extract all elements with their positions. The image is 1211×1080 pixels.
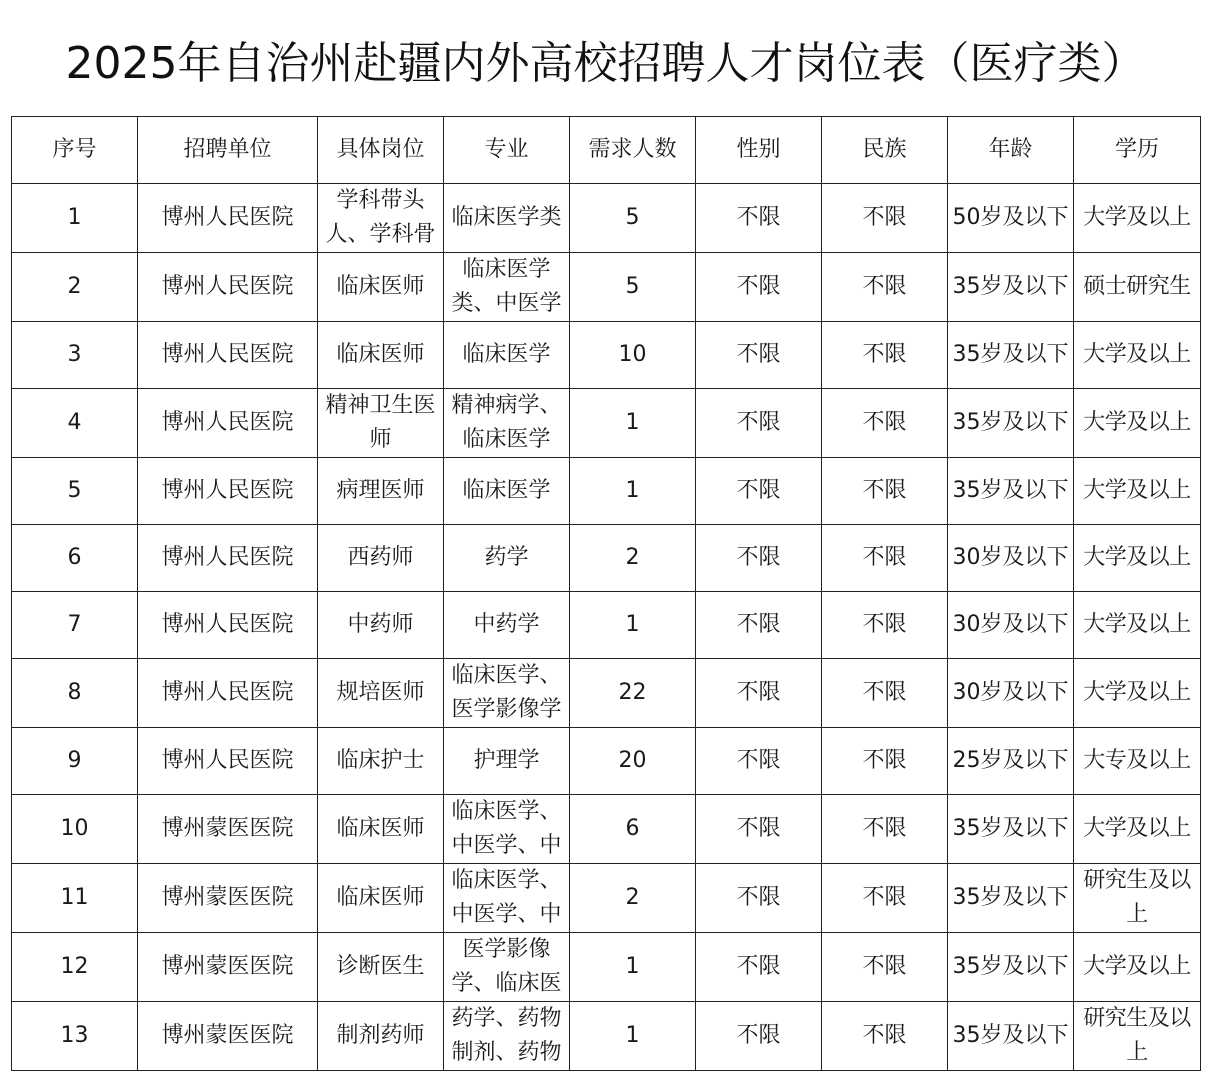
cell-major (444, 322, 570, 389)
cell-ethnicity-text: 不限 (862, 205, 907, 230)
cell-position (318, 795, 444, 864)
cell-education (1074, 933, 1201, 1002)
cell-index-text: 8 (67, 680, 82, 705)
cell-unit (138, 728, 318, 795)
cell-age (948, 525, 1074, 592)
cell-age (948, 864, 1074, 933)
cell-major-text: 护理学 (473, 748, 540, 773)
cell-unit-text: 博州人民医院 (161, 274, 294, 299)
cell-count (570, 1002, 696, 1071)
cell-age (948, 1002, 1074, 1071)
cell-age-text: 30岁及以下 (952, 680, 1069, 705)
cell-count-text: 1 (625, 410, 640, 435)
cell-gender-text: 不限 (736, 1023, 781, 1048)
cell-position-text: 临床医师 (336, 885, 425, 910)
cell-unit (138, 389, 318, 458)
cell-ethnicity (822, 728, 948, 795)
cell-count-text: 10 (618, 342, 647, 367)
cell-position-text: 规培医师 (336, 680, 425, 705)
cell-unit (138, 525, 318, 592)
cell-position (318, 1002, 444, 1071)
cell-count (570, 933, 696, 1002)
cell-position-text: 精神卫生医师 (325, 393, 436, 452)
cell-count (570, 184, 696, 253)
cell-education-text: 大学及以上 (1083, 680, 1191, 705)
cell-index (12, 933, 138, 1002)
cell-count-text: 1 (625, 612, 640, 637)
cell-education (1074, 864, 1201, 933)
cell-major-text: 临床医学类 (451, 205, 562, 230)
cell-gender-text: 不限 (736, 342, 781, 367)
cell-count-text: 6 (625, 816, 640, 841)
cell-position-text: 西药师 (347, 545, 414, 570)
cell-gender-text: 不限 (736, 274, 781, 299)
cell-age (948, 795, 1074, 864)
cell-position-text: 临床护士 (336, 748, 425, 773)
cell-education-text: 研究生及以上 (1083, 868, 1191, 927)
cell-unit (138, 184, 318, 253)
cell-age-text: 35岁及以下 (952, 342, 1069, 367)
table-row (12, 864, 1201, 933)
cell-education-text: 大学及以上 (1083, 205, 1191, 230)
cell-index-text: 3 (67, 342, 82, 367)
cell-count (570, 525, 696, 592)
cell-major-text: 精神病学、临床医学 (451, 393, 562, 452)
cell-index (12, 864, 138, 933)
cell-education-text: 大专及以上 (1083, 748, 1191, 773)
cell-index-text: 1 (67, 205, 82, 230)
cell-gender (696, 253, 822, 322)
cell-education-text: 大学及以上 (1083, 478, 1191, 503)
table-row (12, 592, 1201, 659)
cell-gender (696, 322, 822, 389)
table-row (12, 253, 1201, 322)
cell-gender (696, 659, 822, 728)
cell-age (948, 458, 1074, 525)
cell-age-text: 30岁及以下 (952, 545, 1069, 570)
cell-unit (138, 864, 318, 933)
cell-index (12, 322, 138, 389)
table-row (12, 184, 1201, 253)
cell-age-text: 25岁及以下 (952, 748, 1069, 773)
cell-count-text: 1 (625, 954, 640, 979)
cell-position (318, 322, 444, 389)
cell-age (948, 933, 1074, 1002)
cell-ethnicity (822, 592, 948, 659)
cell-education (1074, 184, 1201, 253)
cell-major-text: 药学 (484, 545, 529, 570)
cell-education (1074, 1002, 1201, 1071)
cell-index-text: 10 (60, 816, 89, 841)
cell-education (1074, 389, 1201, 458)
cell-index (12, 795, 138, 864)
cell-gender-text: 不限 (736, 680, 781, 705)
cell-gender-text: 不限 (736, 748, 781, 773)
cell-unit (138, 1002, 318, 1071)
cell-gender (696, 458, 822, 525)
cell-education (1074, 659, 1201, 728)
cell-unit-text: 博州蒙医医院 (161, 885, 294, 910)
table-header-row (12, 117, 1201, 184)
cell-major-text: 药学、药物制剂、药物 (451, 1006, 562, 1065)
cell-major-text: 中药学 (473, 612, 540, 637)
cell-age (948, 728, 1074, 795)
cell-major (444, 659, 570, 728)
positions-table (11, 116, 1201, 1071)
cell-age (948, 389, 1074, 458)
cell-ethnicity (822, 184, 948, 253)
cell-ethnicity (822, 659, 948, 728)
header-cell: 性别 (696, 117, 822, 184)
cell-gender (696, 795, 822, 864)
table-row (12, 322, 1201, 389)
cell-unit-text: 博州人民医院 (161, 342, 294, 367)
cell-position (318, 659, 444, 728)
table-row (12, 1002, 1201, 1071)
cell-position (318, 184, 444, 253)
cell-position-text: 临床医师 (336, 274, 425, 299)
cell-age-text: 35岁及以下 (952, 816, 1069, 841)
cell-ethnicity (822, 933, 948, 1002)
cell-index (12, 525, 138, 592)
cell-count-text: 22 (618, 680, 647, 705)
cell-unit-text: 博州人民医院 (161, 545, 294, 570)
cell-education (1074, 253, 1201, 322)
cell-position (318, 728, 444, 795)
cell-age (948, 184, 1074, 253)
cell-education (1074, 728, 1201, 795)
cell-education-text: 大学及以上 (1083, 342, 1191, 367)
header-cell: 专业 (444, 117, 570, 184)
cell-index-text: 9 (67, 748, 82, 773)
cell-count (570, 253, 696, 322)
cell-ethnicity (822, 253, 948, 322)
cell-ethnicity-text: 不限 (862, 1023, 907, 1048)
cell-major (444, 458, 570, 525)
cell-ethnicity-text: 不限 (862, 274, 907, 299)
cell-age-text: 30岁及以下 (952, 612, 1069, 637)
cell-unit-text: 博州蒙医医院 (161, 954, 294, 979)
cell-position-text: 临床医师 (336, 342, 425, 367)
cell-major-text: 临床医学 (462, 478, 551, 503)
cell-major (444, 592, 570, 659)
cell-gender-text: 不限 (736, 545, 781, 570)
cell-count-text: 20 (618, 748, 647, 773)
cell-major-text: 临床医学 (462, 342, 551, 367)
cell-gender-text: 不限 (736, 410, 781, 435)
cell-major (444, 1002, 570, 1071)
cell-count (570, 728, 696, 795)
cell-unit (138, 795, 318, 864)
cell-count (570, 795, 696, 864)
table-row (12, 795, 1201, 864)
table-row (12, 458, 1201, 525)
cell-major-text: 临床医学、中医学、中 (451, 868, 562, 927)
cell-age-text: 35岁及以下 (952, 885, 1069, 910)
cell-unit-text: 博州人民医院 (161, 680, 294, 705)
cell-ethnicity-text: 不限 (862, 748, 907, 773)
cell-unit (138, 933, 318, 1002)
cell-position (318, 592, 444, 659)
cell-ethnicity (822, 389, 948, 458)
table-row (12, 525, 1201, 592)
cell-education (1074, 592, 1201, 659)
cell-education-text: 大学及以上 (1083, 954, 1191, 979)
header-cell: 民族 (822, 117, 948, 184)
cell-major (444, 184, 570, 253)
cell-position-text: 中药师 (347, 612, 414, 637)
cell-age-text: 35岁及以下 (952, 274, 1069, 299)
cell-education (1074, 525, 1201, 592)
cell-unit-text: 博州人民医院 (161, 478, 294, 503)
header-cell: 年龄 (948, 117, 1074, 184)
cell-index-text: 12 (60, 954, 89, 979)
cell-index-text: 11 (60, 885, 89, 910)
cell-education-text: 大学及以上 (1083, 410, 1191, 435)
cell-unit (138, 322, 318, 389)
cell-index (12, 1002, 138, 1071)
table-row (12, 389, 1201, 458)
cell-age-text: 50岁及以下 (952, 205, 1069, 230)
cell-gender (696, 864, 822, 933)
cell-gender-text: 不限 (736, 205, 781, 230)
cell-gender-text: 不限 (736, 612, 781, 637)
cell-count (570, 458, 696, 525)
cell-count-text: 1 (625, 1023, 640, 1048)
cell-major (444, 253, 570, 322)
cell-position-text: 诊断医生 (336, 954, 425, 979)
cell-major-text: 临床医学类、中医学 (451, 257, 562, 316)
cell-index (12, 458, 138, 525)
cell-unit-text: 博州人民医院 (161, 205, 294, 230)
page-title: 2025年自治州赴疆内外高校招聘人才岗位表（医疗类） (65, 38, 1146, 89)
cell-age (948, 322, 1074, 389)
cell-age (948, 592, 1074, 659)
cell-major (444, 728, 570, 795)
cell-index (12, 592, 138, 659)
cell-index (12, 728, 138, 795)
cell-index-text: 7 (67, 612, 82, 637)
header-cell: 招聘单位 (138, 117, 318, 184)
cell-education (1074, 322, 1201, 389)
cell-unit (138, 253, 318, 322)
cell-education (1074, 795, 1201, 864)
cell-count-text: 5 (625, 274, 640, 299)
cell-gender (696, 933, 822, 1002)
cell-ethnicity-text: 不限 (862, 612, 907, 637)
cell-index-text: 2 (67, 274, 82, 299)
cell-ethnicity-text: 不限 (862, 342, 907, 367)
cell-major (444, 389, 570, 458)
cell-position-text: 病理医师 (336, 478, 425, 503)
header-cell: 需求人数 (570, 117, 696, 184)
cell-education-text: 大学及以上 (1083, 612, 1191, 637)
cell-gender-text: 不限 (736, 478, 781, 503)
cell-count (570, 592, 696, 659)
table-row (12, 728, 1201, 795)
header-cell: 学历 (1074, 117, 1201, 184)
cell-major (444, 864, 570, 933)
cell-unit (138, 659, 318, 728)
cell-major (444, 933, 570, 1002)
cell-ethnicity (822, 795, 948, 864)
cell-age (948, 253, 1074, 322)
cell-count-text: 5 (625, 205, 640, 230)
cell-count-text: 2 (625, 545, 640, 570)
cell-count (570, 864, 696, 933)
cell-ethnicity-text: 不限 (862, 680, 907, 705)
cell-education-text: 大学及以上 (1083, 816, 1191, 841)
cell-count-text: 2 (625, 885, 640, 910)
cell-unit (138, 458, 318, 525)
cell-ethnicity-text: 不限 (862, 816, 907, 841)
cell-age-text: 35岁及以下 (952, 410, 1069, 435)
cell-ethnicity (822, 1002, 948, 1071)
cell-education-text: 硕士研究生 (1083, 274, 1191, 299)
document-page (11, 12, 1200, 1076)
cell-count (570, 659, 696, 728)
cell-gender (696, 1002, 822, 1071)
cell-ethnicity-text: 不限 (862, 478, 907, 503)
cell-ethnicity-text: 不限 (862, 545, 907, 570)
cell-major-text: 临床医学、医学影像学 (451, 663, 562, 722)
table-row (12, 659, 1201, 728)
header-cell: 序号 (12, 117, 138, 184)
cell-ethnicity-text: 不限 (862, 410, 907, 435)
cell-gender (696, 592, 822, 659)
header-cell: 具体岗位 (318, 117, 444, 184)
cell-major (444, 525, 570, 592)
cell-position-text: 制剂药师 (336, 1023, 425, 1048)
cell-unit-text: 博州蒙医医院 (161, 816, 294, 841)
cell-unit-text: 博州蒙医医院 (161, 1023, 294, 1048)
cell-position (318, 253, 444, 322)
cell-age-text: 35岁及以下 (952, 1023, 1069, 1048)
cell-unit-text: 博州人民医院 (161, 748, 294, 773)
cell-position (318, 525, 444, 592)
cell-major (444, 795, 570, 864)
cell-education (1074, 458, 1201, 525)
cell-gender-text: 不限 (736, 816, 781, 841)
cell-index (12, 659, 138, 728)
cell-gender-text: 不限 (736, 954, 781, 979)
cell-gender-text: 不限 (736, 885, 781, 910)
cell-ethnicity-text: 不限 (862, 954, 907, 979)
cell-unit (138, 592, 318, 659)
cell-index-text: 5 (67, 478, 82, 503)
cell-age (948, 659, 1074, 728)
cell-index-text: 6 (67, 545, 82, 570)
cell-gender (696, 184, 822, 253)
cell-position (318, 458, 444, 525)
cell-index (12, 253, 138, 322)
cell-unit-text: 博州人民医院 (161, 410, 294, 435)
cell-ethnicity (822, 322, 948, 389)
cell-index-text: 4 (67, 410, 82, 435)
cell-major-text: 临床医学、中医学、中 (451, 799, 562, 858)
cell-position-text: 学科带头人、学科骨 (325, 188, 436, 247)
cell-age-text: 35岁及以下 (952, 478, 1069, 503)
table-row (12, 933, 1201, 1002)
cell-major-text: 医学影像学、临床医 (451, 937, 562, 996)
cell-index-text: 13 (60, 1023, 89, 1048)
cell-ethnicity (822, 864, 948, 933)
cell-gender (696, 389, 822, 458)
cell-gender (696, 525, 822, 592)
cell-position (318, 864, 444, 933)
cell-index (12, 389, 138, 458)
cell-count (570, 389, 696, 458)
cell-ethnicity (822, 458, 948, 525)
cell-unit-text: 博州人民医院 (161, 612, 294, 637)
cell-index (12, 184, 138, 253)
cell-count-text: 1 (625, 478, 640, 503)
cell-education-text: 大学及以上 (1083, 545, 1191, 570)
cell-ethnicity-text: 不限 (862, 885, 907, 910)
cell-position-text: 临床医师 (336, 816, 425, 841)
cell-gender (696, 728, 822, 795)
cell-position (318, 389, 444, 458)
cell-count (570, 322, 696, 389)
cell-age-text: 35岁及以下 (952, 954, 1069, 979)
cell-position (318, 933, 444, 1002)
cell-ethnicity (822, 525, 948, 592)
cell-education-text: 研究生及以上 (1083, 1006, 1191, 1065)
